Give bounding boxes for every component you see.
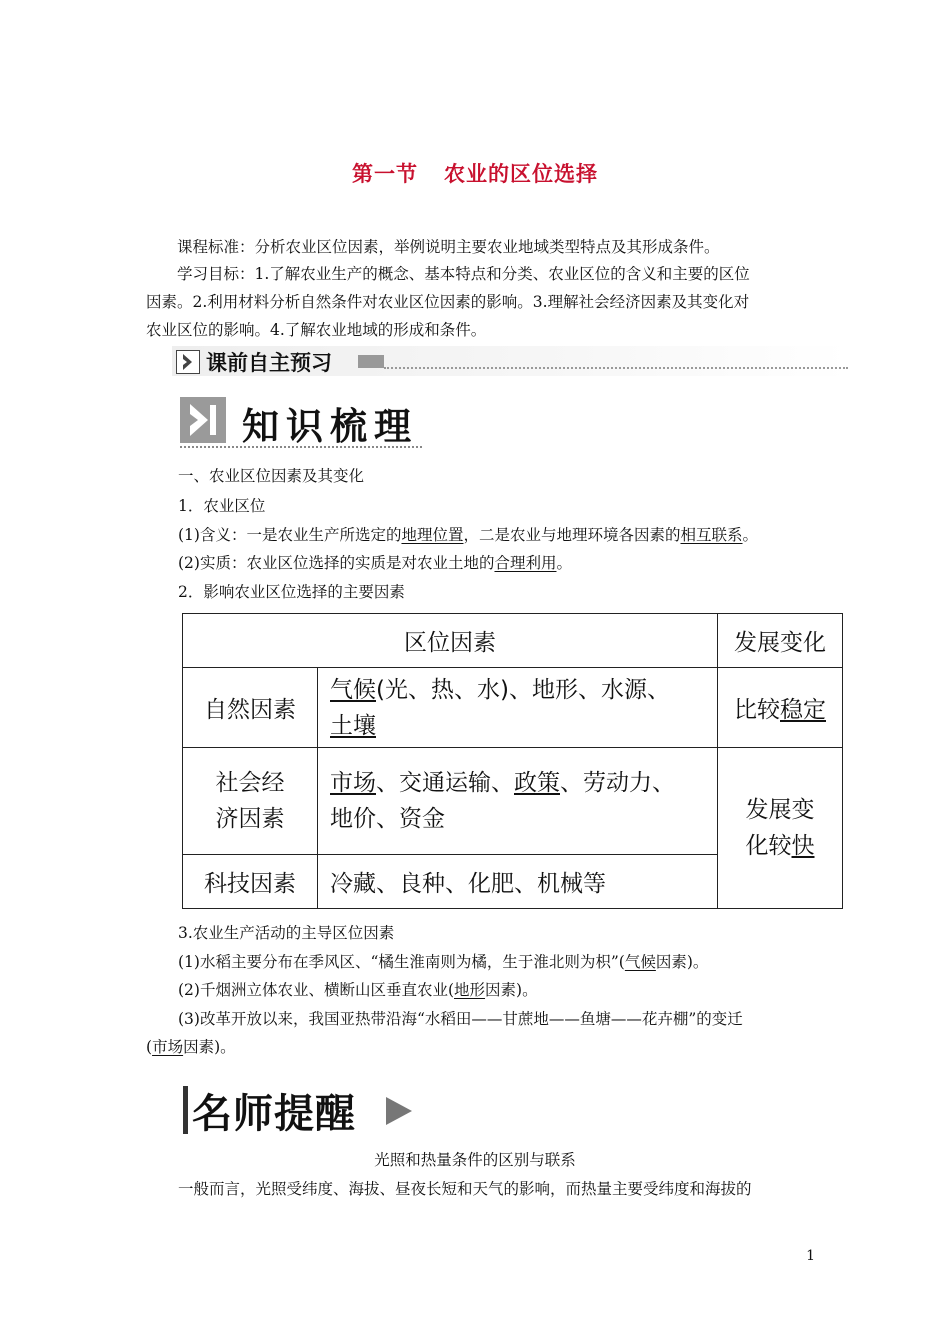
page-title xyxy=(0,158,950,188)
table-cell: 比较稳定 xyxy=(718,668,843,748)
preview-banner xyxy=(172,346,848,378)
table-cell: 冷藏、良种、化肥、机械等 xyxy=(318,855,718,909)
tip-bar xyxy=(183,1086,188,1134)
triangle-icon xyxy=(386,1097,412,1125)
section-number: 第一节 xyxy=(352,162,418,186)
table-cell: 气候(光、热、水)、地形、水源、 土壤 xyxy=(318,668,718,748)
subheading-location: 1．农业区位 xyxy=(178,497,266,515)
table-cell: 社会经 济因素 xyxy=(183,748,318,855)
tip-title: 名师提醒 xyxy=(192,1091,356,1137)
learning-objectives-line3: 农业区位的影响。4.了解农业地域的形成和条件。 xyxy=(146,321,487,339)
tip-subtitle: 光照和热量条件的区别与联系 xyxy=(374,1151,576,1169)
tip-text: 一般而言，光照受纬度、海拔、昼夜长短和天气的影响，而热量主要受纬度和海拔的 xyxy=(178,1180,752,1198)
arrow-icon xyxy=(176,350,200,374)
answer-blank: 地理位置 xyxy=(401,526,464,544)
list-item: (3)改革开放以来，我国亚热带沿海“水稻田——甘蔗地——鱼塘——花卉棚”的变迁 xyxy=(178,1010,743,1028)
learning-objectives-line1: 学习目标：1.了解农业生产的概念、基本特点和分类、农业区位的含义和主要的区位 xyxy=(177,265,750,283)
learning-objectives-line2: 因素。2.利用材料分析自然条件对农业区位因素的影响。3.理解社会经济因素及其变化对 xyxy=(146,293,750,311)
answer-blank: 合理利用 xyxy=(494,554,557,572)
table-row xyxy=(183,748,843,855)
answer-blank: 相互联系 xyxy=(680,526,743,544)
section-heading: 3.农业生产活动的主导区位因素 xyxy=(178,924,395,942)
arrow-icon xyxy=(180,397,226,443)
table-cell: 市场、交通运输、政策、劳动力、 地价、资金 xyxy=(318,748,718,855)
table-row xyxy=(183,614,843,668)
table-row xyxy=(183,668,843,748)
list-item: (2)千烟洲立体农业、横断山区垂直农业(地形因素)。 xyxy=(178,981,538,999)
section-heading: 一、农业区位因素及其变化 xyxy=(178,467,365,485)
banner-label: 课前自主预习 xyxy=(206,351,332,375)
table-cell: 自然因素 xyxy=(183,668,318,748)
table-cell: 发展变 化较快 xyxy=(718,748,843,909)
section-name: 农业的区位选择 xyxy=(444,162,598,186)
list-item-continued: (市场因素)。 xyxy=(146,1038,236,1056)
knowledge-title: 知识梳理 xyxy=(242,405,418,448)
table-header: 区位因素 xyxy=(183,614,718,668)
table-header: 发展变化 xyxy=(718,614,843,668)
page-number: 1 xyxy=(806,1248,815,1264)
course-standard: 课程标准：分析农业区位因素，举例说明主要农业地域类型特点及其形成条件。 xyxy=(177,238,720,256)
definition-line: (1)含义：一是农业生产所选定的地理位置，二是农业与地理环境各因素的相互联系。 xyxy=(178,526,759,544)
list-item: (1)水稻主要分布在季风区、“橘生淮南则为橘，生于淮北则为枳”(气候因素)。 xyxy=(178,953,709,971)
subheading-factors: 2．影响农业区位选择的主要因素 xyxy=(178,583,405,601)
table-cell: 科技因素 xyxy=(183,855,318,909)
factors-table xyxy=(182,613,843,909)
essence-line: (2)实质：农业区位选择的实质是对农业土地的合理利用。 xyxy=(178,554,572,572)
